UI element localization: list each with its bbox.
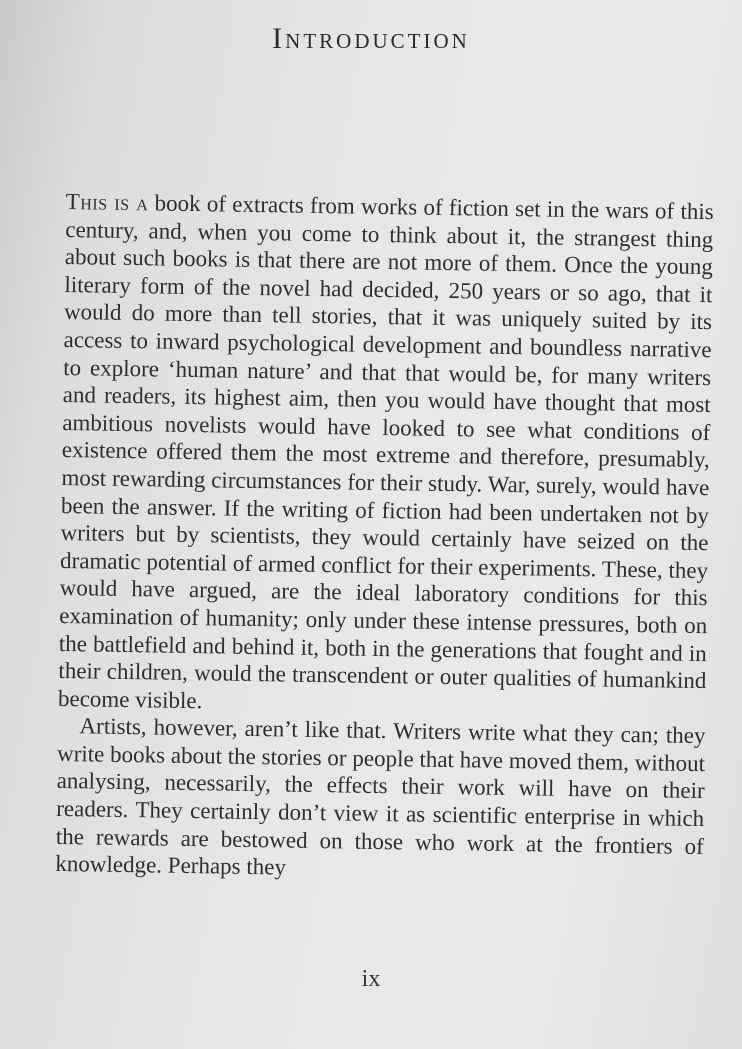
lead-in-small-caps: This is a [65,188,149,216]
chapter-title: Introduction [272,22,470,55]
paragraph-1-text: book of extracts from works of fiction set in the wars of this century, and, when you come to think about it, the strangest thing about such books is that there are not more of them. Once the young literary form of the novel had decided, 250 years or so ago, that it would do more than tell stories, that it was uniquely suited by its access to inward psychological development and boundless narrative to explore ‘human nature’ and that that would be, for many writers and readers, its highest aim, then you would have thought that most ambitious novelists would have looked to see what conditions of existence offered them the most extreme and therefore, presumably, most rewarding circumstances for their study. War, surely, would have been the answer. If the writing of fiction had been undertaken not by writers but by scientists, they would certainly have seized on the dramatic potential of armed conflict for their experiments. These, they would have argued, are the ideal laboratory conditions for this examination of humanity; only under these intense pressures, both on the battlefield and behind it, both in the generations that fought and in their children, would the transcendent or outer qualities of humankind become visible. [57,190,714,713]
body-text [55,188,714,888]
paragraph-1 [58,188,714,722]
page-number: ix [361,966,381,992]
paragraph-2: Artists, however, aren’t like that. Writers write what they can; they write books about the stories or people that have moved them, without analysing, necessarily, the effects their work will have on their readers. They certainly don’t view it as scientific enterprise in which the rewards are bestowed on those who work at the frontiers of knowledge. Perhaps they [55,713,706,880]
